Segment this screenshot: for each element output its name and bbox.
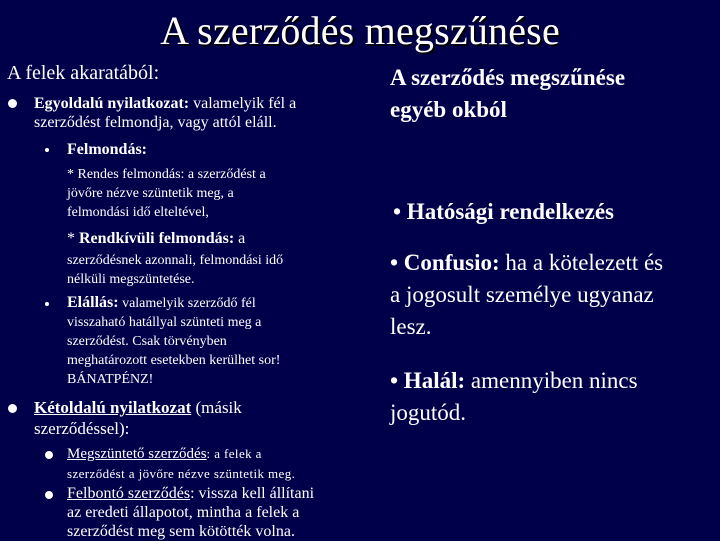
rendkivuli-line-2: nélküli megszüntetése. xyxy=(67,272,195,287)
rendes-felmondas xyxy=(67,165,266,222)
rendes-line-1: * Rendes felmondás: a szerződést a xyxy=(67,167,266,182)
halal-item xyxy=(390,365,638,429)
megszunteto-item xyxy=(67,444,295,483)
bilateral-label: Kétoldalú nyilatkozat xyxy=(34,398,192,417)
bilateral-line2: szerződéssel): xyxy=(34,419,130,438)
right-heading-line-2: egyéb okból xyxy=(390,97,507,122)
unilateral-label: Egyoldalú nyilatkozat: xyxy=(34,95,190,112)
elallas-rest: valamelyik szerződő fél xyxy=(118,296,256,311)
megszunteto-line2: szerződést a jövőre nézve szüntetik meg. xyxy=(67,466,296,481)
hatosagi-item: • Hatósági rendelkezés xyxy=(393,199,614,224)
halal-line2: jogutód. xyxy=(390,400,467,425)
rendkivuli-label: Rendkívüli felmondás: xyxy=(79,230,235,247)
felbonto-line-2: szerződést meg sem kötötték volna. xyxy=(67,523,295,540)
megszunteto-label: Megszüntető szerződés xyxy=(67,446,207,462)
elallas-line-3: meghatározott esetekben kerülhet sor! xyxy=(67,353,281,368)
elallas-item xyxy=(67,293,280,389)
felmondas-label: Felmondás: xyxy=(67,141,147,158)
bullet-dot xyxy=(8,404,17,413)
confusio-rest: ha a kötelezett és xyxy=(499,250,664,275)
rendkivuli-prefix: * xyxy=(67,230,79,247)
confusio-line-2: lesz. xyxy=(390,314,432,339)
bullet-dot xyxy=(45,491,53,499)
rendkivuli-suffix: a xyxy=(234,230,246,247)
sub-bullet-dot xyxy=(45,148,49,152)
sub-bullet-dot xyxy=(45,302,49,306)
rendkivuli-line-1: szerződésnek azonnali, felmondási idő xyxy=(67,253,284,268)
bilateral-rest: (másik xyxy=(191,398,242,417)
unilateral-rest: valamelyik fél a xyxy=(189,95,297,112)
confusio-item xyxy=(390,247,663,343)
right-heading xyxy=(390,62,625,126)
slide-title: A szerződés megszűnése xyxy=(160,8,560,53)
rendkivuli-felmondas-head xyxy=(67,229,245,248)
rendkivuli-felmondas-body xyxy=(67,251,283,289)
bilateral-item xyxy=(34,397,242,439)
megszunteto-label-wrap xyxy=(67,446,207,462)
unilateral-item xyxy=(34,94,296,132)
right-heading-line-1: A szerződés megszűnése xyxy=(390,65,626,90)
felbonto-label: Felbontó szerződés xyxy=(67,485,191,502)
elallas-line-4: BÁNATPÉNZ! xyxy=(67,372,154,387)
rendes-line-3: felmondási idő elteltével, xyxy=(67,205,209,220)
confusio-line-1: a jogosult személye ugyanaz xyxy=(390,282,654,307)
bullet-dot xyxy=(8,99,17,108)
halal-rest: amennyiben nincs xyxy=(465,368,638,393)
halal-label: • Halál: xyxy=(390,368,466,393)
megszunteto-rest: : a felek a xyxy=(206,446,262,461)
left-heading: A felek akaratából: xyxy=(7,62,160,84)
felbonto-rest: : vissza kell állítani xyxy=(190,485,315,502)
rendes-line-2: jövőre nézve szüntetik meg, a xyxy=(67,186,234,201)
elallas-line-2: szerződést. Csak törvényben xyxy=(67,334,227,349)
elallas-line-1: visszaható hatállyal szünteti meg a xyxy=(67,315,262,330)
confusio-label: • Confusio: xyxy=(390,250,500,275)
felbonto-line-1: az eredeti állapotot, mintha a felek a xyxy=(67,504,300,521)
bullet-dot xyxy=(45,451,53,459)
felbonto-item xyxy=(67,484,314,541)
elallas-label: Elállás: xyxy=(67,294,119,311)
unilateral-line2: szerződést felmondja, vagy attól eláll. xyxy=(34,114,277,131)
